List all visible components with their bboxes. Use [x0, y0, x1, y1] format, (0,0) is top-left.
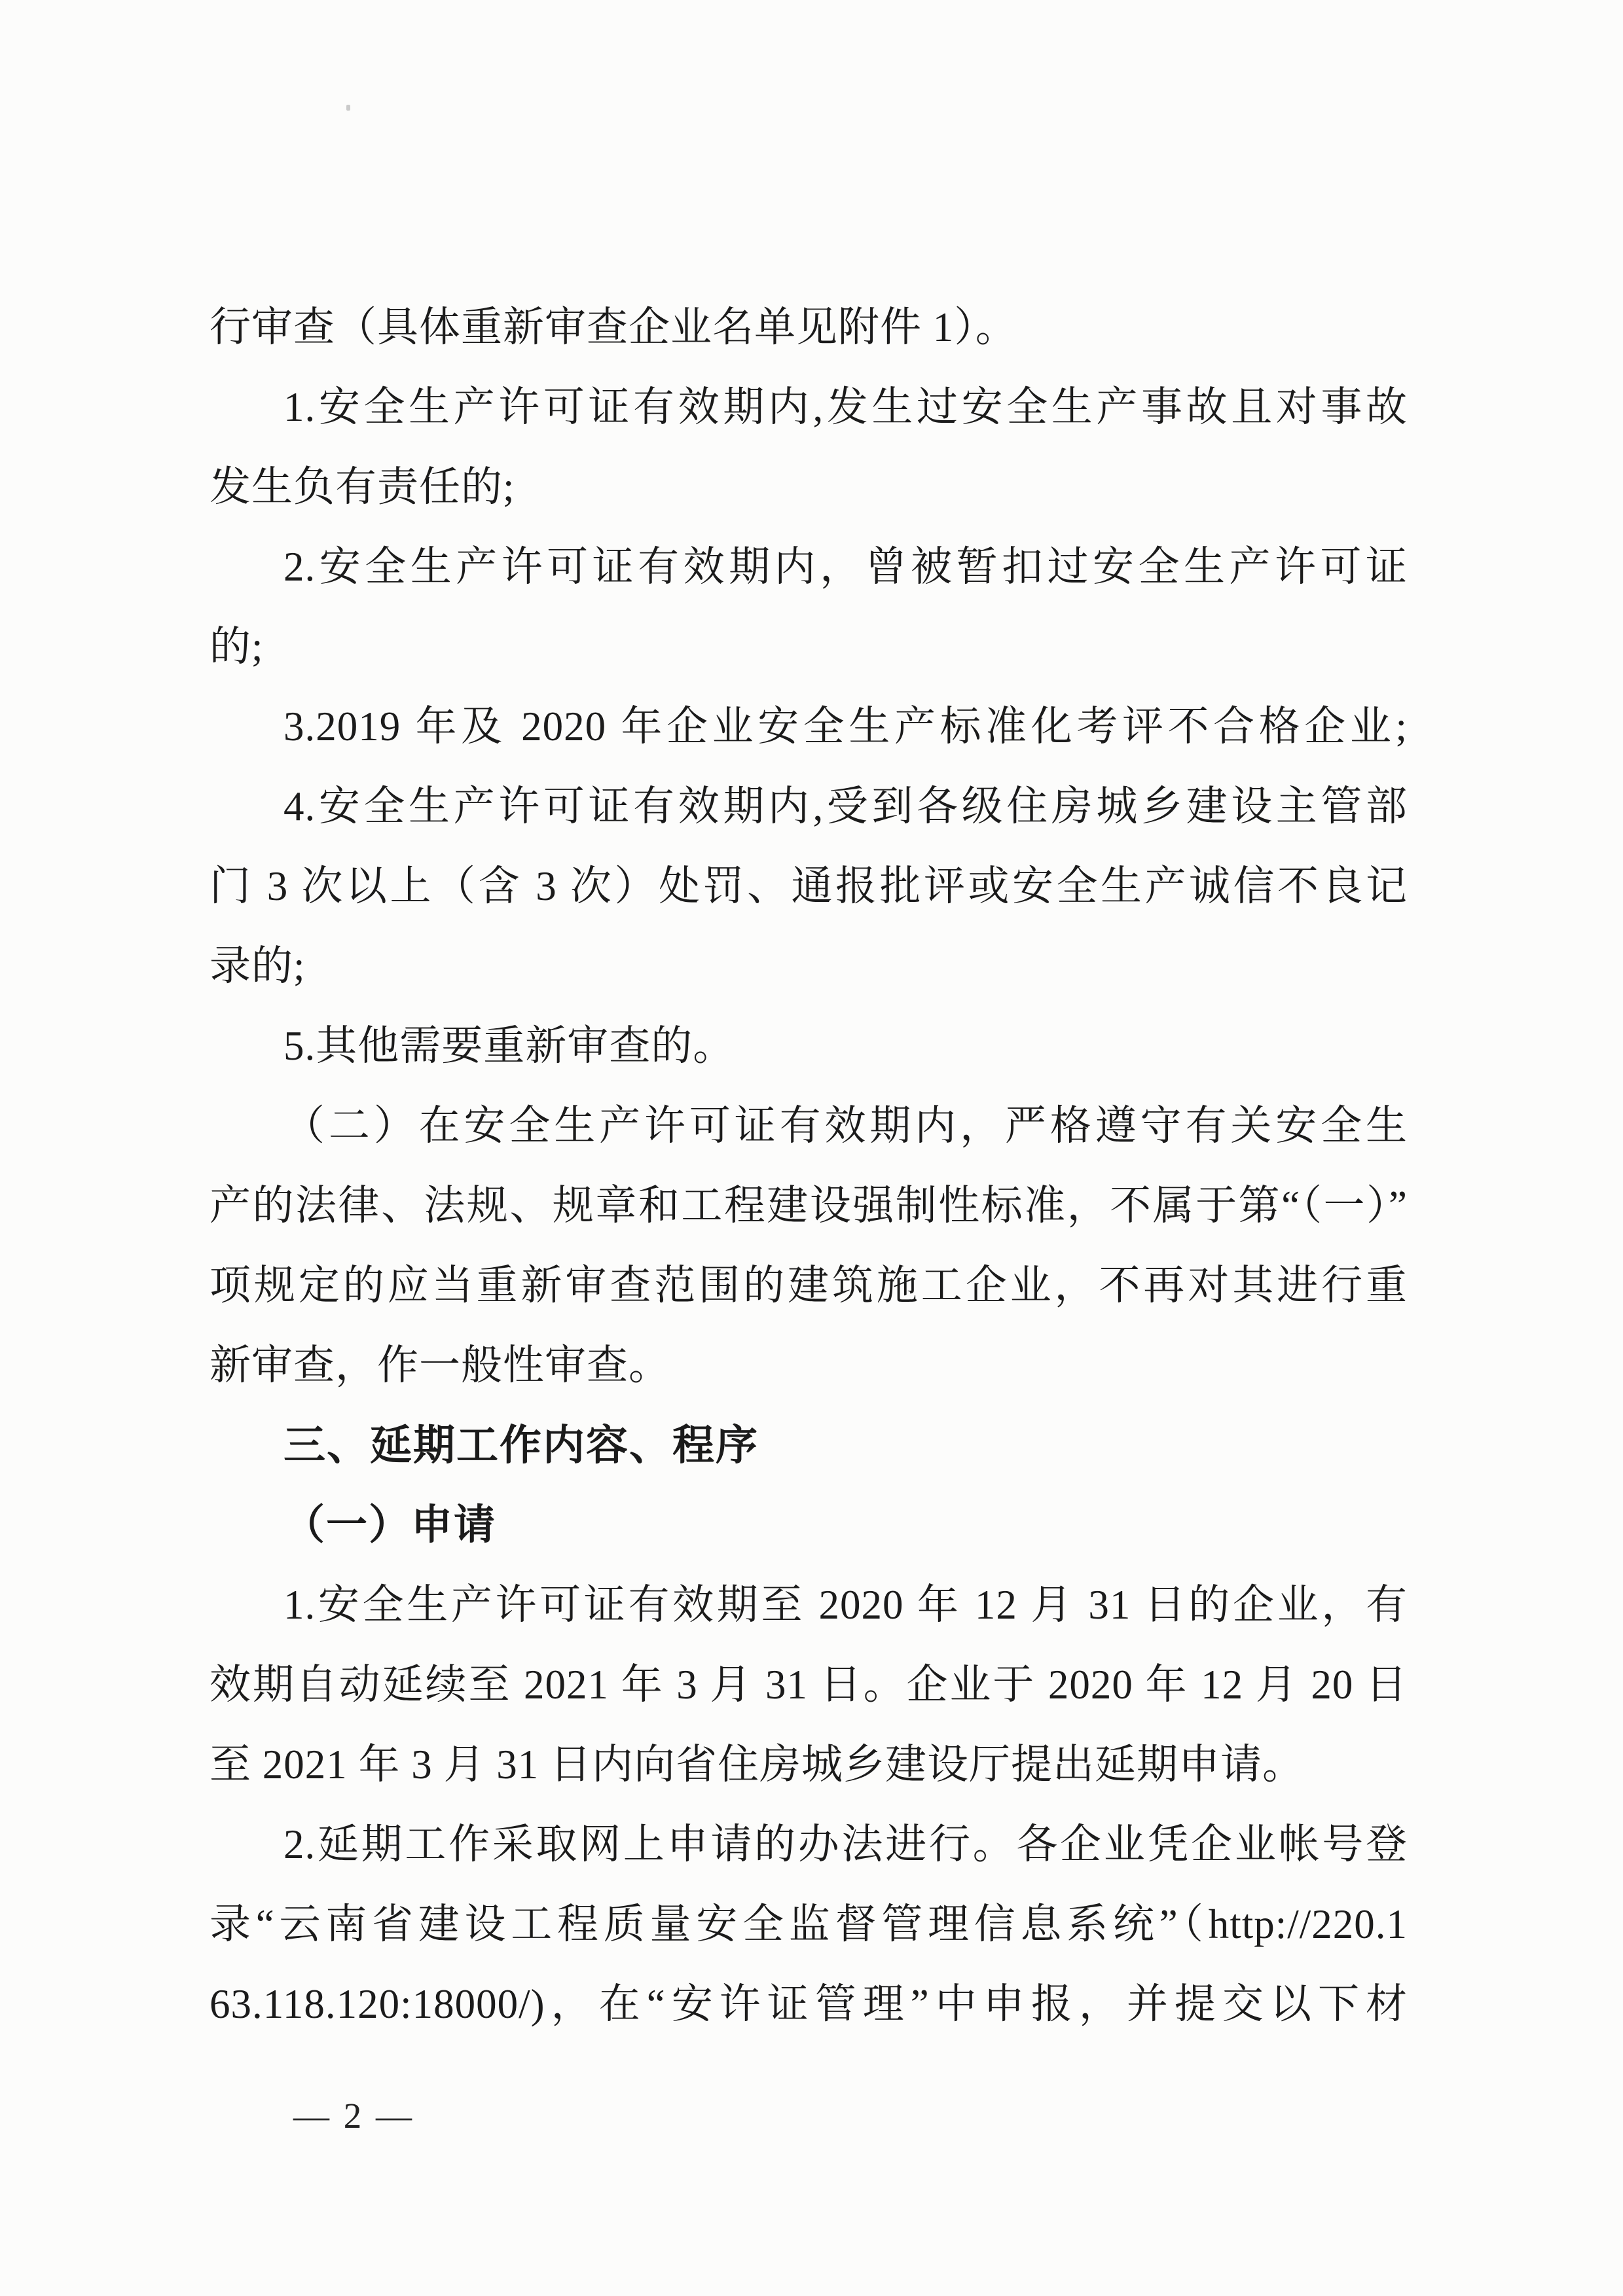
text-line: 至 2021 年 3 月 31 日内向省住房城乡建设厅提出延期申请。: [210, 1742, 1304, 1787]
text-line: 录“云南省建设工程质量安全监督管理信息系统”（http://220.1: [210, 1901, 1408, 1947]
text-line: 4.安全生产许可证有效期内,受到各级住房城乡建设主管部: [283, 783, 1408, 829]
text-line: 2.安全生产许可证有效期内，曾被暂扣过安全生产许可证: [283, 544, 1408, 590]
text-line: 行审查（具体重新审查企业名单见附件 1）。: [210, 304, 1017, 350]
text-line: 效期自动延续至 2021 年 3 月 31 日。企业于 2020 年 12 月 20 日: [210, 1662, 1408, 1708]
text-line: 63.118.120:18000/)，在“安许证管理”中申报，并提交以下材: [210, 1981, 1408, 2027]
text-line: 录的;: [210, 943, 306, 989]
text-line: 1.安全生产许可证有效期至 2020 年 12 月 31 日的企业，有: [283, 1582, 1408, 1628]
text-line: 5.其他需要重新审查的。: [283, 1023, 735, 1069]
text-line: 新审查，作一般性审查。: [210, 1342, 670, 1388]
text-line: 门 3 次以上（含 3 次）处罚、通报批评或安全生产诚信不良记: [210, 863, 1408, 909]
text-line: 项规定的应当重新审查范围的建筑施工企业，不再对其进行重: [210, 1263, 1408, 1308]
text-line: （二）在安全生产许可证有效期内，严格遵守有关安全生: [283, 1103, 1408, 1149]
text-line: 产的法律、法规、规章和工程建设强制性标准，不属于第“（一）”: [210, 1183, 1408, 1229]
text-line: 发生负有责任的;: [210, 464, 515, 510]
section-heading: 三、延期工作内容、程序: [283, 1422, 759, 1469]
page-number: — 2 —: [293, 2096, 414, 2136]
sub-heading: （一）申请: [283, 1502, 496, 1548]
text-line: 3.2019 年及 2020 年企业安全生产标准化考评不合格企业;: [283, 704, 1408, 749]
document-body: [210, 287, 1408, 2044]
scan-artifact: [346, 105, 350, 111]
text-line: 2.延期工作采取网上申请的办法进行。各企业凭企业帐号登: [283, 1821, 1408, 1867]
text-line: 1.安全生产许可证有效期内,发生过安全生产事故且对事故: [283, 384, 1408, 430]
text-line: 的;: [210, 624, 264, 670]
